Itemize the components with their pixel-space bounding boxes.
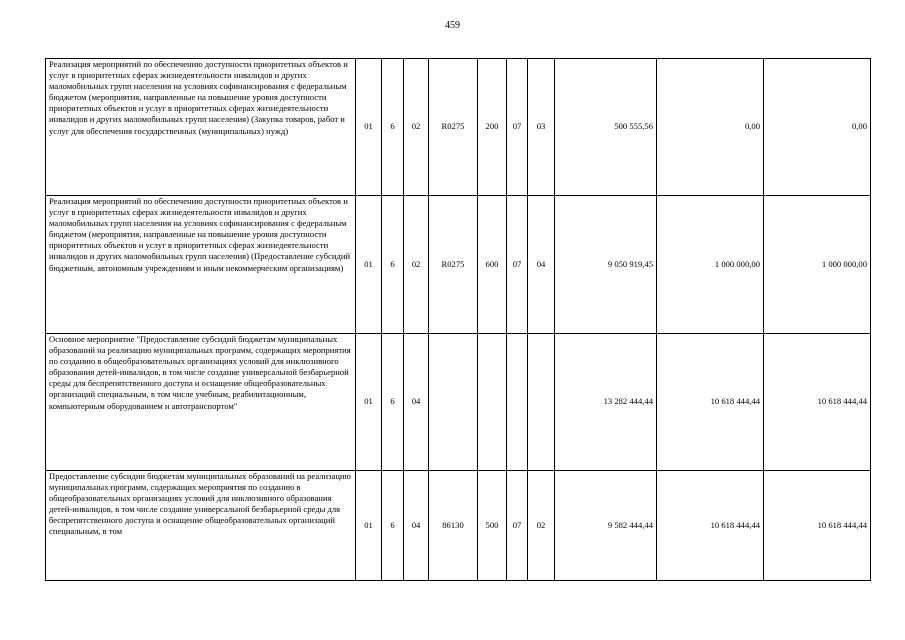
- amount-year-1: 500 555,56: [555, 59, 657, 196]
- page-number: 459: [445, 20, 460, 31]
- event-code: 02: [404, 59, 429, 196]
- subsection-code: 04: [528, 196, 555, 334]
- amount-year-1: 13 282 444,44: [555, 334, 657, 471]
- amount-year-2: 1 000 000,00: [657, 196, 764, 334]
- subprogram-code: 6: [382, 59, 404, 196]
- program-code: 01: [356, 196, 382, 334]
- table-row: [46, 196, 871, 334]
- expense-type-code: 200: [478, 59, 507, 196]
- row-description: Предоставление субсидии бюджетам муниципальных образований на реализацию муниципальных программ, содержащих мероприятия по созданию в общеобразовательных организациях условий для инклюзивного образования детей-инвалидов, в том числе создание универсальной безбарьерной среды для беспрепятственного доступа и оснащение общеобразовательных организаций специальным, в том: [46, 471, 356, 581]
- budget-table: [45, 58, 871, 581]
- subsection-code: [528, 334, 555, 471]
- event-code: 04: [404, 334, 429, 471]
- table-row: [46, 334, 871, 471]
- amount-year-2: 10 618 444,44: [657, 334, 764, 471]
- program-code: 01: [356, 471, 382, 581]
- amount-year-3: 10 618 444,44: [764, 471, 871, 581]
- row-description: Основное мероприятие "Предоставление субсидий бюджетам муниципальных образований на реализацию муниципальных программ, содержащих мероприятия по созданию в общеобразовательных организациях условий для инклюзивного образования детей-инвалидов, в том числе создание универсальной безбарьерной среды для беспрепятственного доступа и оснащение общеобразовательных организаций специальным, в том числе учебным, реабилитационным, компьютерным оборудованием и автотранспортом": [46, 334, 356, 471]
- table-row: [46, 59, 871, 196]
- expense-type-code: 600: [478, 196, 507, 334]
- amount-year-3: 1 000 000,00: [764, 196, 871, 334]
- subsection-code: 02: [528, 471, 555, 581]
- amount-year-1: 9 050 919,45: [555, 196, 657, 334]
- amount-year-2: 10 618 444,44: [657, 471, 764, 581]
- direction-code: R0275: [429, 196, 478, 334]
- section-code: 07: [507, 59, 528, 196]
- subprogram-code: 6: [382, 471, 404, 581]
- program-code: 01: [356, 59, 382, 196]
- section-code: 07: [507, 471, 528, 581]
- section-code: [507, 334, 528, 471]
- direction-code: R0275: [429, 59, 478, 196]
- row-description: Реализация мероприятий по обеспечению доступности приоритетных объектов и услуг в приоритетных сферах жизнедеятельности инвалидов и других маломобильных групп населения на условиях софинансирования с федеральным бюджетом (мероприятия, направленные на повышение уровня доступности приоритетных объектов и услуг в приоритетных сферах жизнедеятельности инвалидов и других маломобильных групп населения) (Предоставление субсидий бюджетным, автономным учреждениям и иным некоммерческим организациям): [46, 196, 356, 334]
- direction-code: 86130: [429, 471, 478, 581]
- amount-year-1: 9 582 444,44: [555, 471, 657, 581]
- section-code: 07: [507, 196, 528, 334]
- expense-type-code: 500: [478, 471, 507, 581]
- subsection-code: 03: [528, 59, 555, 196]
- subprogram-code: 6: [382, 196, 404, 334]
- expense-type-code: [478, 334, 507, 471]
- table-row: [46, 471, 871, 581]
- row-description: Реализация мероприятий по обеспечению доступности приоритетных объектов и услуг в приоритетных сферах жизнедеятельности инвалидов и других маломобильных групп населения на условиях софинансирования с федеральным бюджетом (мероприятия, направленные на повышение уровня доступности приоритетных объектов и услуг в приоритетных сферах жизнедеятельности инвалидов и других маломобильных групп населения) (Закупка товаров, работ и услуг для обеспечения государственных (муниципальных) нужд): [46, 59, 356, 196]
- amount-year-2: 0,00: [657, 59, 764, 196]
- event-code: 04: [404, 471, 429, 581]
- amount-year-3: 0,00: [764, 59, 871, 196]
- subprogram-code: 6: [382, 334, 404, 471]
- direction-code: [429, 334, 478, 471]
- amount-year-3: 10 618 444,44: [764, 334, 871, 471]
- event-code: 02: [404, 196, 429, 334]
- program-code: 01: [356, 334, 382, 471]
